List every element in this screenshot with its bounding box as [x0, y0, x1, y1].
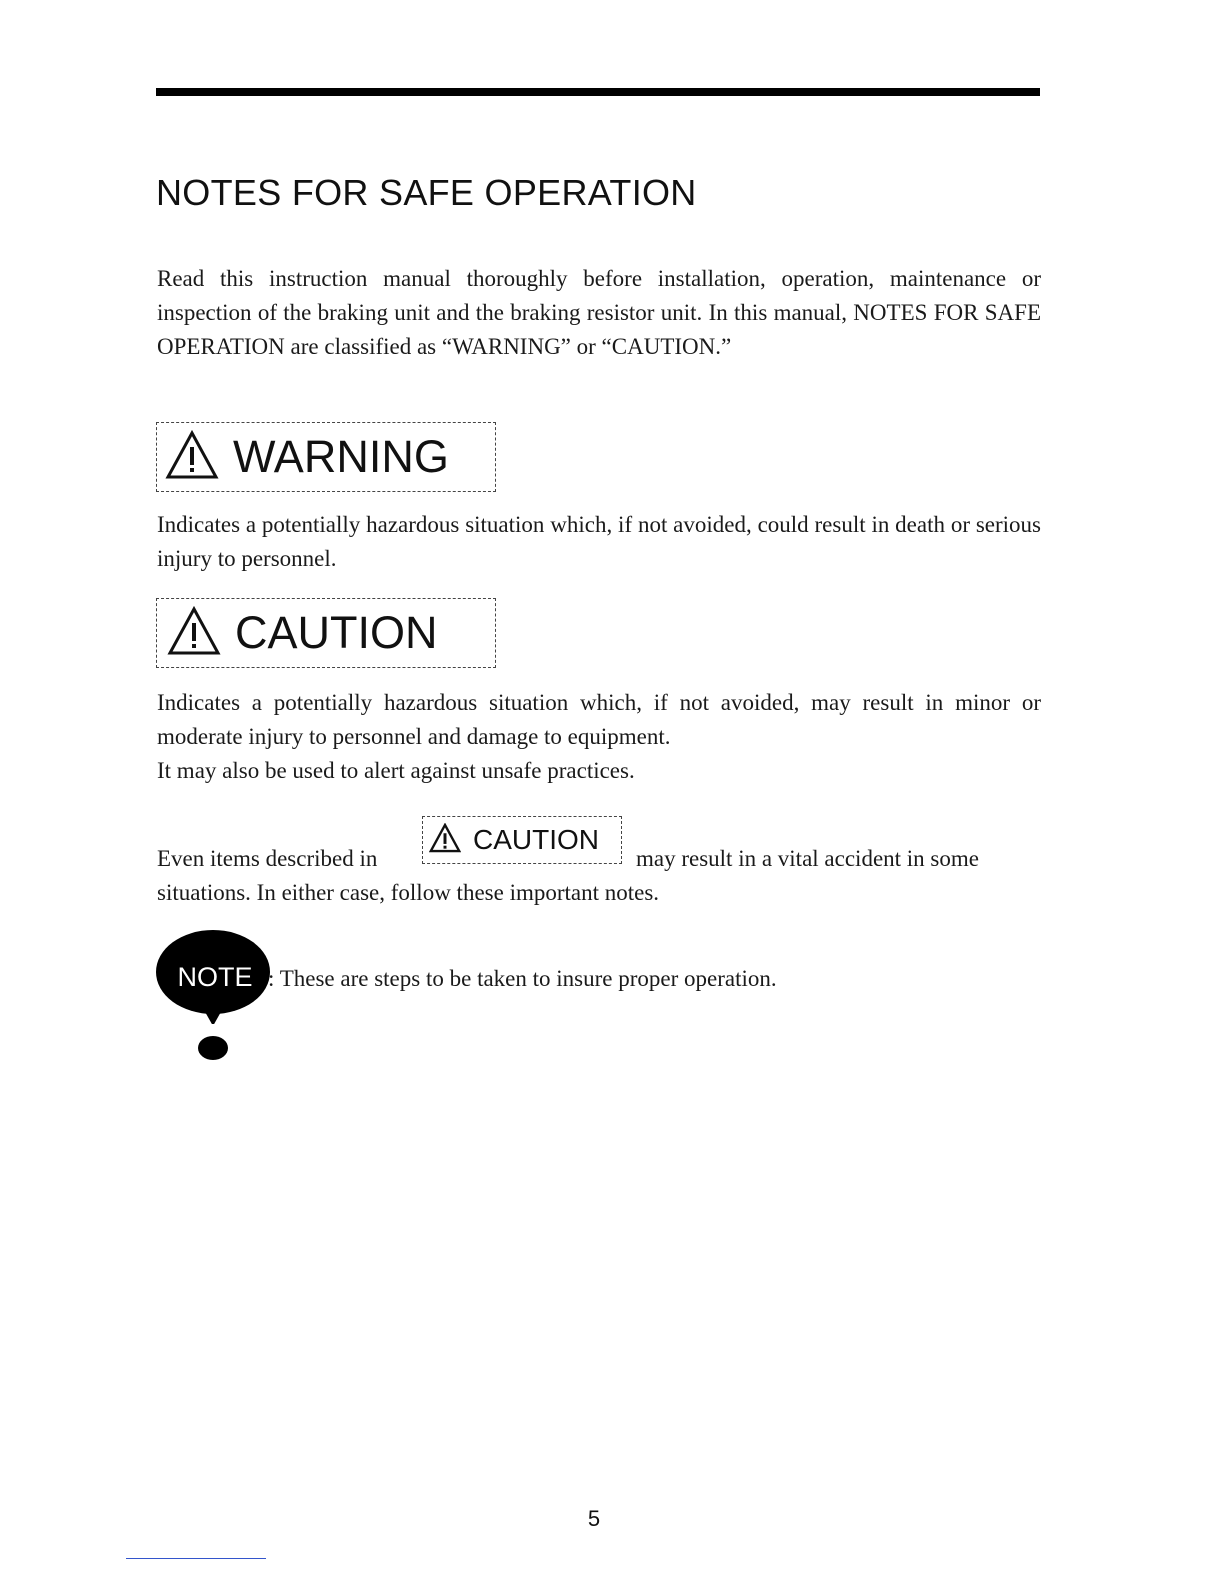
warning-description: Indicates a potentially hazardous situation which, if not avoided, could result in death or serious injury to personnel.	[157, 512, 1041, 571]
warning-triangle-icon	[429, 823, 461, 858]
inline-caution-label: CAUTION	[473, 824, 599, 855]
even-items-suffix: may result in a vital accident in some	[636, 846, 979, 871]
note-badge-label: NOTE	[177, 962, 253, 992]
note-badge	[156, 930, 272, 1024]
caution-description-1: Indicates a potentially hazardous situation which, if not avoided, may result in minor or moderate injury to personnel and damage to equipment.	[157, 690, 1041, 749]
caution-description	[157, 686, 1041, 788]
even-items-prefix: Even items described in	[157, 846, 378, 871]
warning-triangle-icon	[165, 430, 219, 485]
caution-label-box	[156, 598, 496, 668]
page-title: NOTES FOR SAFE OPERATION	[156, 172, 697, 213]
note-dot-icon	[198, 1036, 228, 1060]
caution-description-2: It may also be used to alert against unsafe practices.	[157, 758, 635, 783]
intro-paragraph: Read this instruction manual thoroughly before installation, operation, maintenance or inspection of the braking unit and the braking resistor unit. In this manual, NOTES FOR SAFE OPERATION are classified as “WARNING” or “CAUTION.”	[157, 266, 1041, 359]
inline-caution-box	[422, 816, 622, 864]
page-number: 5	[587, 1506, 601, 1531]
caution-label: CAUTION	[235, 607, 438, 658]
even-items-line2: situations. In either case, follow these important notes.	[157, 880, 660, 905]
warning-label-box	[156, 422, 496, 492]
note-text: : These are steps to be taken to insure proper operation.	[268, 966, 777, 991]
warning-triangle-icon	[167, 606, 221, 661]
bottom-rule	[126, 1558, 266, 1559]
top-rule	[156, 88, 1040, 96]
warning-label: WARNING	[233, 431, 449, 482]
